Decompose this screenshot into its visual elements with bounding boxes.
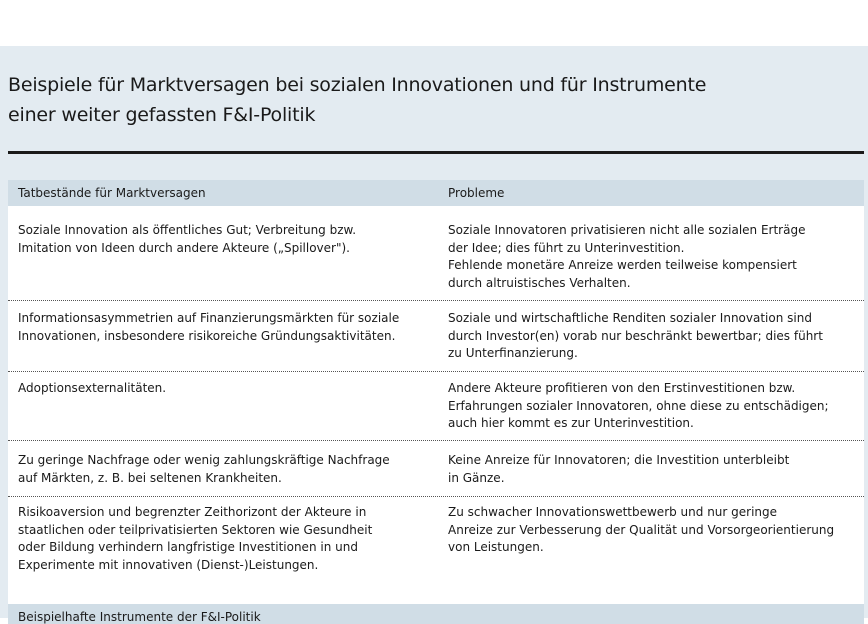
title-rule [8,151,864,154]
header-probleme: Probleme [448,186,505,200]
next-section-label: Beispielhafte Instrumente der F&I-Politik [18,610,261,624]
cell-probleme: Soziale und wirtschaftliche Renditen sozialer Innovation sind durch Investor(en) vorab nur beschränkt bewertbar; dies führt zu Unterfinanzierung. [448,311,823,360]
cell-probleme: Zu schwacher Innovationswettbewerb und nur geringe Anreize zur Verbesserung der Qualität und Vorsorgeorientierung von Leistungen. [448,505,835,554]
title-line-2: einer weiter gefassten F&I-Politik [8,104,316,126]
cell-marktversagen: Soziale Innovation als öffentliches Gut; Verbreitung bzw. Imitation von Ideen durch andere Akteure („Spillover"). [18,223,357,255]
marktversagen-table [8,180,864,604]
header-marktversagen: Tatbestände für Marktversagen [18,186,206,200]
document-title [8,70,828,130]
cell-marktversagen: Adoptionsexternalitäten. [18,381,167,395]
cell-marktversagen: Zu geringe Nachfrage oder wenig zahlungskräftige Nachfrage auf Märkten, z. B. bei seltenen Krankheiten. [18,453,390,485]
next-section-header [8,604,864,624]
cell-probleme: Soziale Innovatoren privatisieren nicht alle sozialen Erträge der Idee; dies führt zu Unterinvestition. Fehlende monetäre Anreize werden teilweise kompensiert durch altruistisches Verhalten. [448,223,806,290]
cell-probleme: Andere Akteure profitieren von den Erstinvestitionen bzw. Erfahrungen sozialer Innovatoren, ohne diese zu entschädigen; auch hier kommt es zur Unterinvestition. [448,381,829,430]
top-margin [0,0,868,46]
cell-marktversagen: Informationsasymmetrien auf Finanzierungsmärkten für soziale Innovationen, insbesondere risikoreiche Gründungsaktivitäten. [18,311,400,343]
cell-probleme: Keine Anreize für Innovatoren; die Investition unterbleibt in Gänze. [448,453,790,485]
table-header [8,180,864,206]
table-row [8,222,864,301]
table-row [8,452,864,497]
title-line-1: Beispiele für Marktversagen bei sozialen Innovationen und für Instrumente [8,74,707,96]
table-row [8,504,864,576]
table-row [8,380,864,441]
cell-marktversagen: Risikoaversion und begrenzter Zeithorizont der Akteure in staatlichen oder teilprivatisierten Sektoren wie Gesundheit oder Bildung verhindern langfristige Investitionen in und Experimente mit innovativen (Dienst-)Leistungen. [18,505,373,572]
table-row [8,310,864,372]
